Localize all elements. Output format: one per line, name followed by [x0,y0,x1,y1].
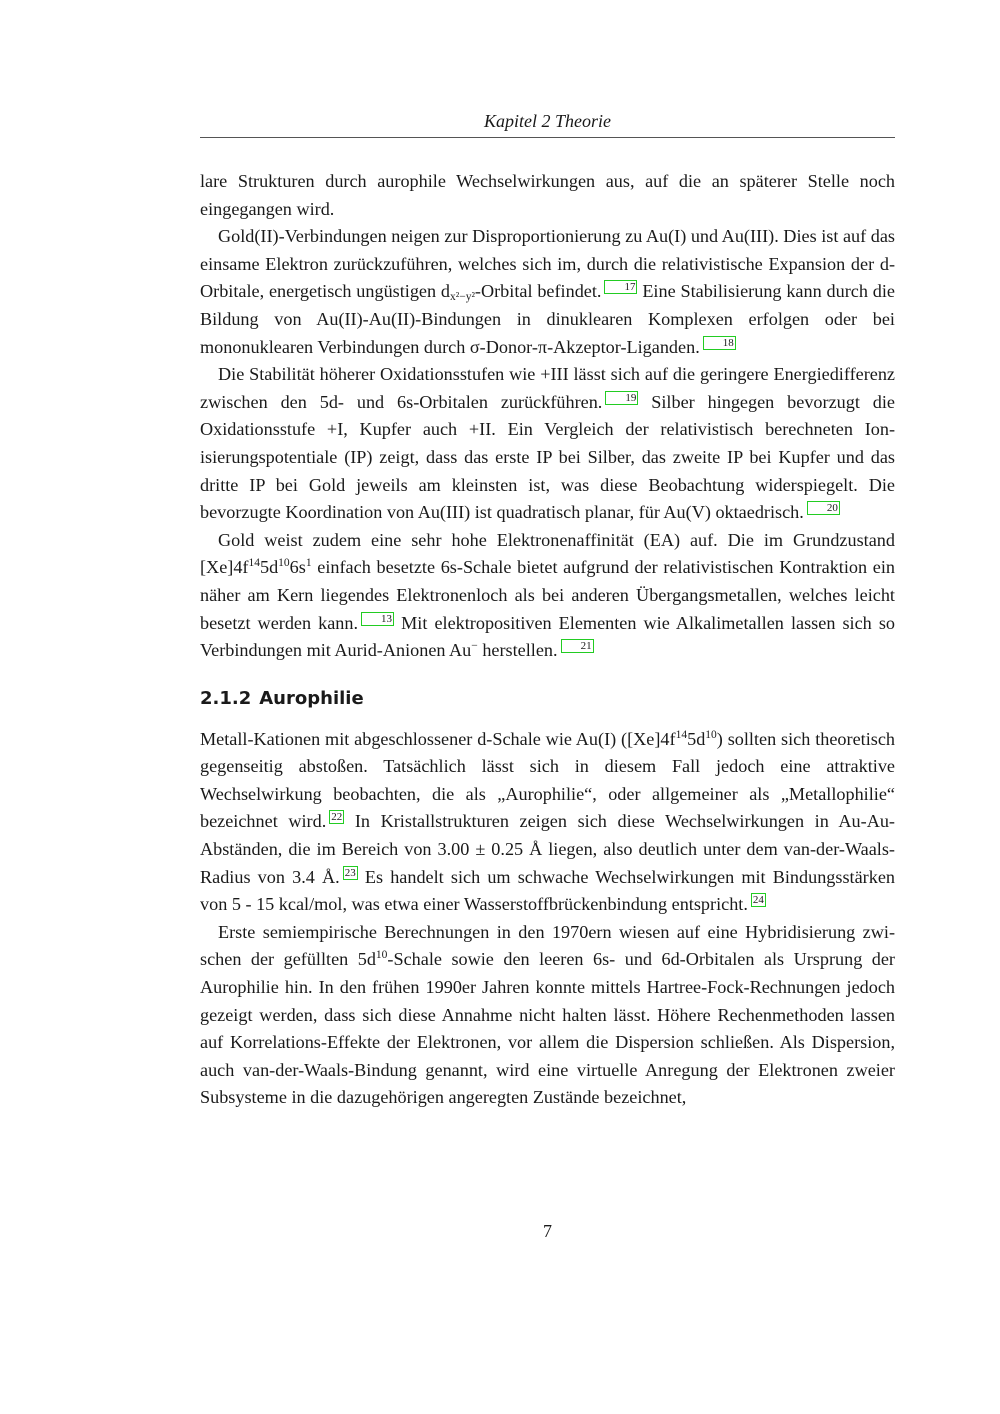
citation-link[interactable]: 22 [331,811,343,824]
paragraph-text: Gold(II)-Verbindungen neigen zur Disproportionierung zu Au(I) und Au(III). Dies ist auf das einsame Elektron zurückzuführen, welches sich im, durch die relativistische Expansion der d-Orbitale, energetisch ungüstigen d [200,226,895,302]
citation-link[interactable]: 19 [605,391,638,405]
paragraph [200,919,895,1112]
citation-link[interactable]: 20 [807,501,840,515]
citation-link[interactable]: 13 [361,612,394,626]
orbital-subscript: x²−y² [450,291,475,304]
paragraph-text: -Orbital befindet. [474,281,602,302]
body-text [200,168,895,1112]
superscript: 14 [675,728,688,741]
paragraph-text: Silber hingegen bevorzugt die Oxidationsstufe +I, Kupfer auch +II. Ein Vergleich der relativistisch berechneten Ionisierungspotentiale (IP) zeigt, dass das erste IP bei Silber, das zweite IP bei Kupfer und das dritte IP bei Gold jeweils am kleinsten ist, was diese Beobachtung widerspiegelt. Die bevorzugte Koordination von Au(III) ist quadratisch planar, für Au(V) oktaedrisch. [200,391,895,523]
paragraph-text: lare Strukturen durch aurophile Wechselwirkungen aus, auf die an späterer Stelle noch eingegangen wird. [200,171,895,219]
paragraph-text: Erste semiempirische Berechnungen in den 1970ern wiesen auf eine Hybridisierung zwischen der gefüllten 5d [200,921,895,970]
paragraph-text: In Kristallstrukturen zeigen sich diese Wechselwirkungen in Au-Au-Abständen, die im Bereich von 3.00 ± 0.25 Å liegen, also deutlich unter dem van-der-Waals-Radius von 3.4 Å. [200,811,895,887]
paragraph-text: Eine Stabilisierung kann durch die Bildung von Au(II)-Au(II)-Bindungen in dinuklearen Komplexen erfolgen oder bei mononuklearen Verbindungen durch σ-Donor-π-Akzeptor-Liganden. [200,281,895,357]
paragraph-text: Metall-Kationen mit abgeschlossener d-Schale wie Au(I) ([Xe]4f [200,728,676,749]
superscript: 10 [705,728,717,741]
citation-link[interactable]: 18 [703,336,736,350]
superscript: 1 [305,557,312,570]
running-header: Kapitel 2 Theorie [484,111,611,131]
paragraph-text: 5d [687,728,706,749]
superscript: 10 [278,557,290,570]
paragraph-text: Gold weist zudem eine sehr hohe Elektronenaffinität (EA) auf. Die im Grundzustand [Xe]4f [200,529,895,578]
section-heading [200,686,895,712]
paragraph-text: ) sollten sich theoretisch gegenseitig abstoßen. Tatsächlich lässt sich in diesem Fall jedoch eine attraktive Wechselwirkung beobachten, die als „Aurophilie“, oder allgemeiner als „Metallophilie“ bezeichnet wird. [200,728,895,832]
paragraph-text: herstellen. [477,640,558,661]
paragraph [200,223,895,361]
paragraph-text: 5d [259,557,279,578]
paragraph [200,527,895,665]
citation-link[interactable]: 21 [561,639,594,653]
page-number: 7 [543,1221,552,1241]
section-title: Aurophilie [259,687,364,709]
header-rule [200,137,895,138]
paragraph-text: -Schale sowie den leeren 6s- und 6d-Orbitalen als Ursprung der Aurophilie hin. In den frühen 1990er Jahren konnte mittels Hartree-Fock-Rechnungen jedoch gezeigt werden, dass sich diese Annahme nicht halten lässt. Höhere Rechenmethoden lassen auf Korrelations-Effekte der Elektronen, vor allem die Dispersion schließen. Als Dispersion, auch van-der-Waals-Bindung genannt, wird eine virtuelle Anregung der Elektronen zweier Subsysteme in die dazugehörigen angeregten Zustände bezeichnet, [200,949,895,1108]
paragraph [200,726,895,919]
paragraph-text: einfach besetzte 6s-Schale bietet aufgrund der relativistischen Kontraktion ein näher am Kern liegendes Elektronenloch als bei anderen Übergangsmetallen, welches leicht besetzt werden kann. [200,557,895,633]
paragraph-text: Die Stabilität höherer Oxidationsstufen wie +III lässt sich auf die geringere Energiedifferenz zwischen den 5d- und 6s-Orbitalen zurückführen. [200,364,895,412]
paragraph [200,168,895,223]
paragraph-text: Es handelt sich um schwache Wechselwirkungen mit Bindungsstärken von 5 - 15 kcal/mol, was etwa einer Wasserstoffbrückenbindung entspricht. [200,866,895,915]
superscript: 10 [375,949,388,962]
superscript: − [471,640,478,653]
citation-link[interactable]: 24 [752,894,764,907]
paragraph-text: 6s [289,557,306,578]
section-number: 2.1.2 [200,687,252,709]
citation-link[interactable]: 17 [604,280,637,294]
superscript: 14 [248,557,260,570]
paragraph-text: Mit elektropositiven Elementen wie Alkalimetallen lassen sich so Verbindungen mit Aurid-Anionen Au [200,612,895,661]
paragraph [200,361,895,527]
citation-link[interactable]: 23 [344,866,356,879]
